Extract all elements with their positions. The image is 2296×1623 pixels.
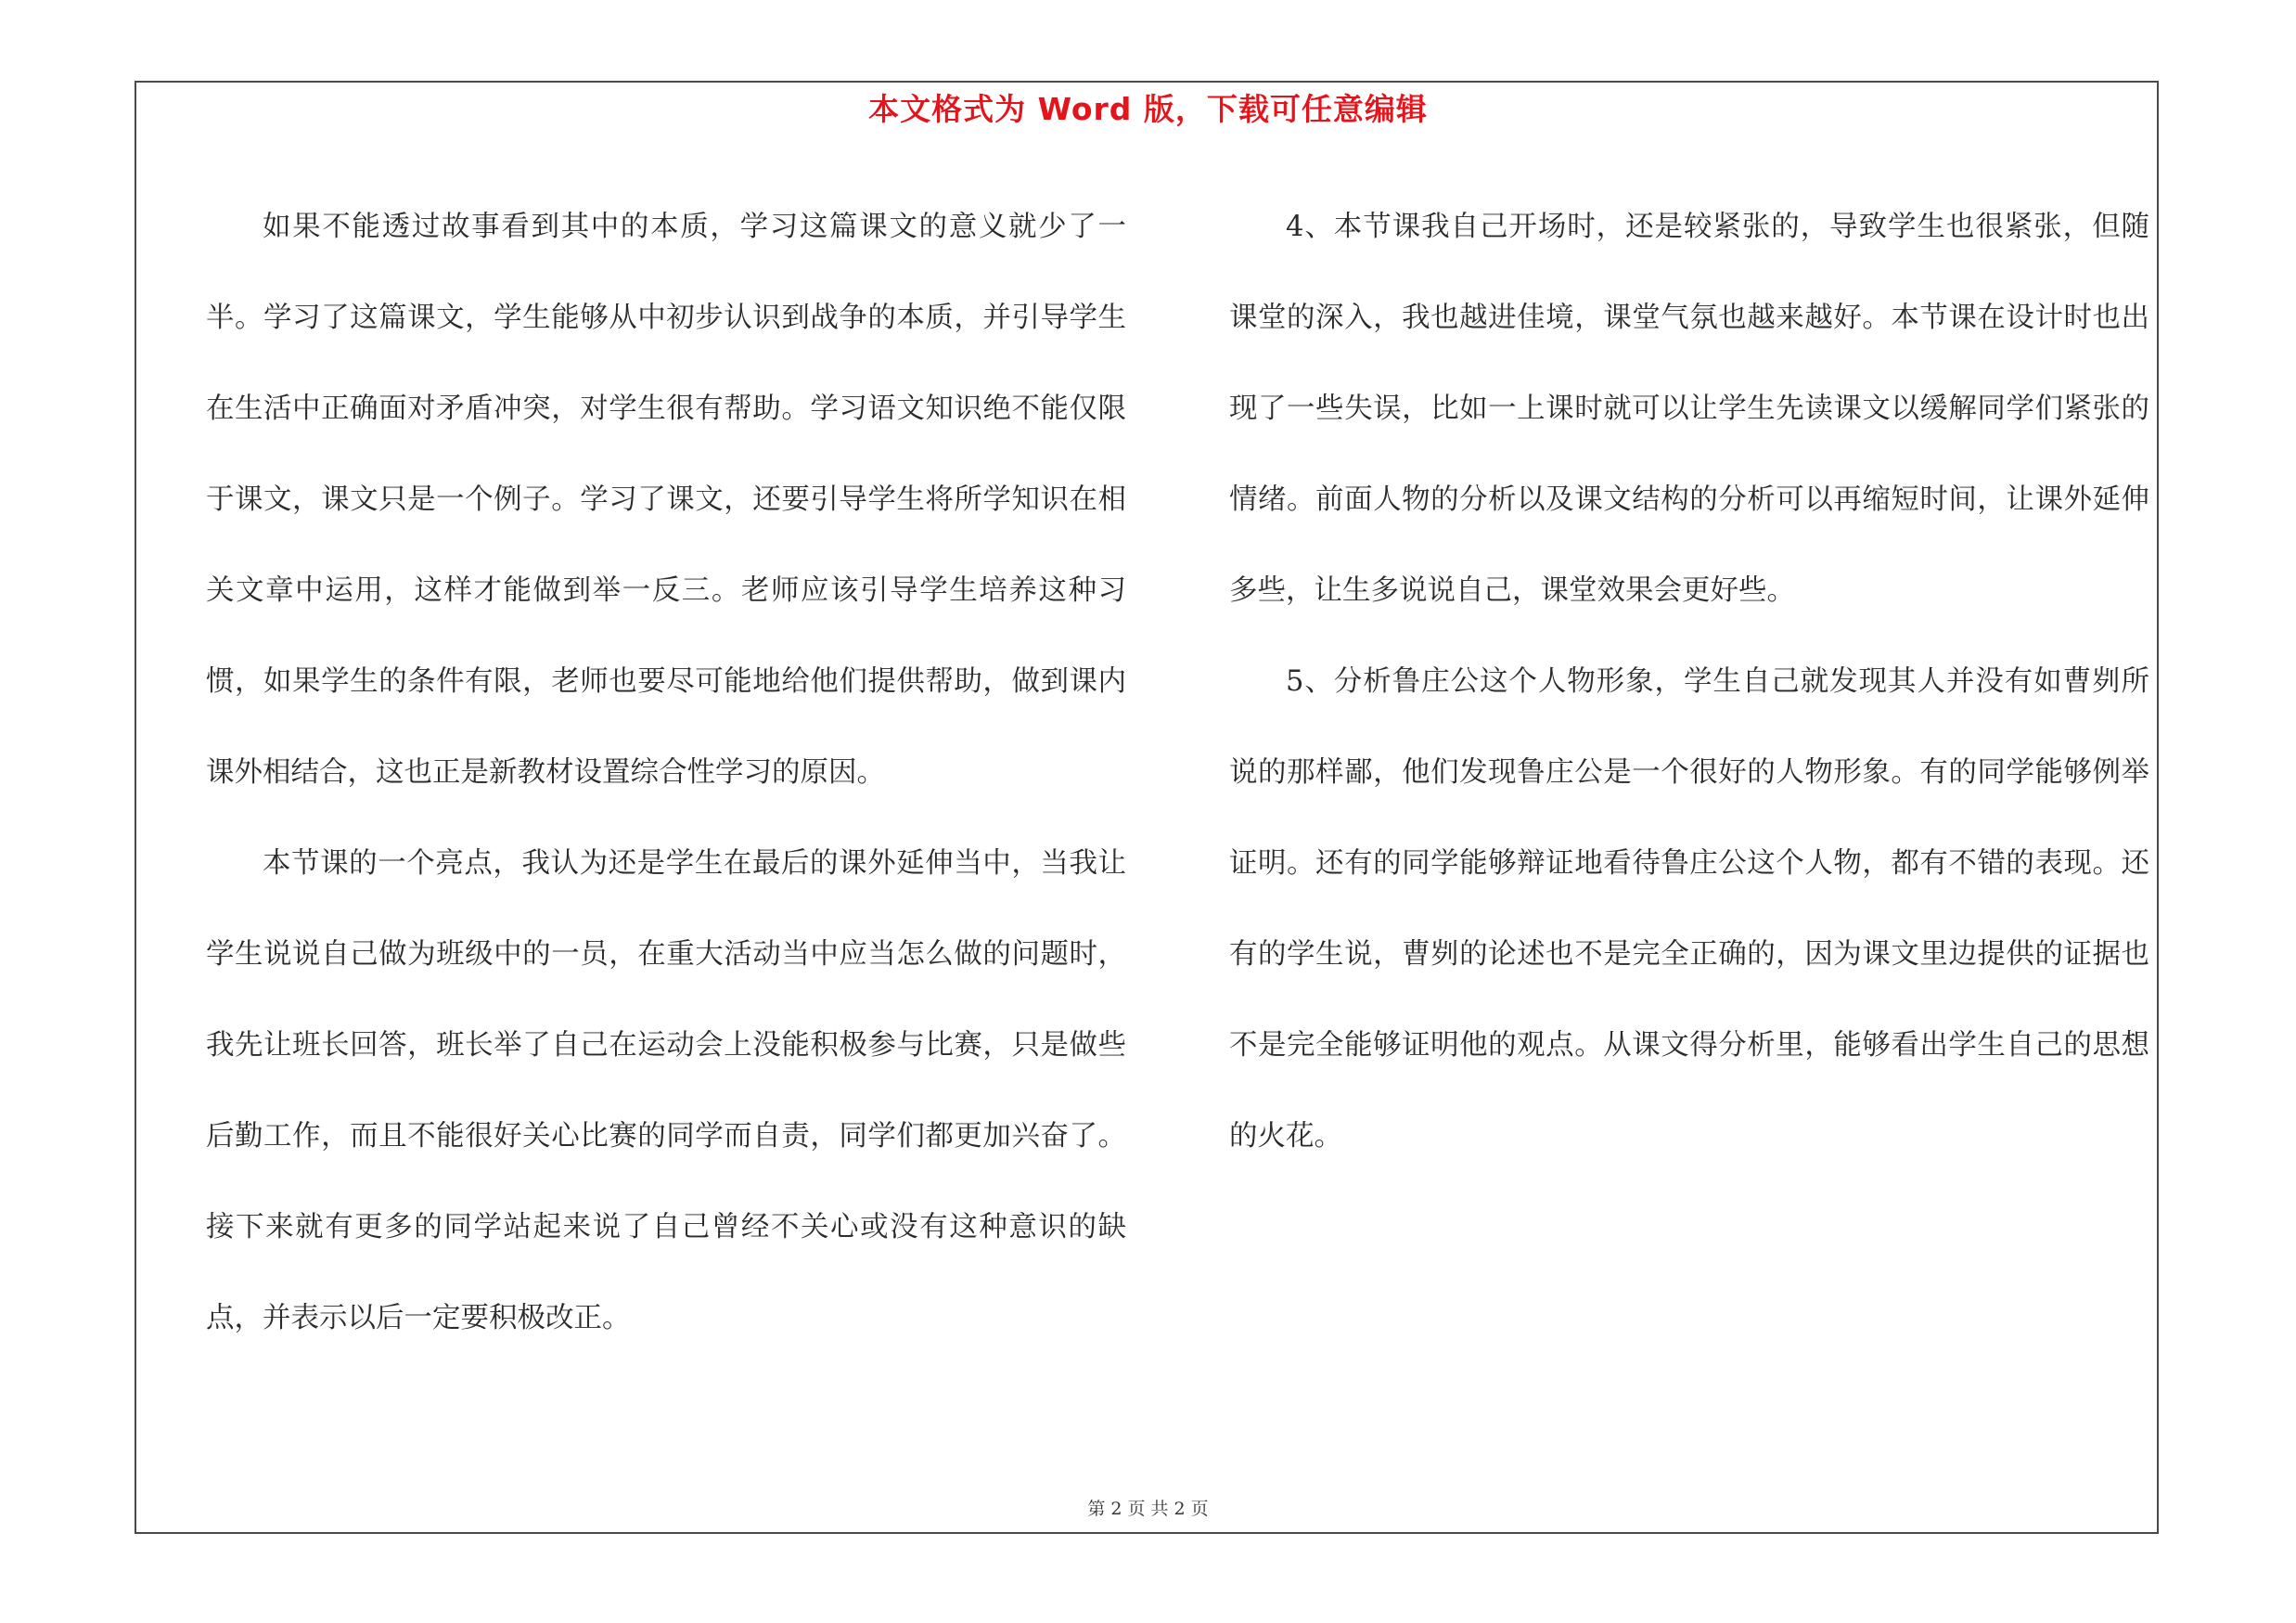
- right-column: [1229, 182, 2149, 1182]
- paragraph: 5、分析鲁庄公这个人物形象，学生自己就发现其人并没有如曹刿所说的那样鄙，他们发现鲁庄公是一个很好的人物形象。有的同学能够例举证明。还有的同学能够辩证地看待鲁庄公这个人物，都有不错的表现。还有的学生说，曹刿的论述也不是完全正确的，因为课文里边提供的证据也不是完全能够证明他的观点。从课文得分析里，能够看出学生自己的思想的火花。: [1229, 665, 2149, 1153]
- left-column: [206, 182, 1126, 1364]
- format-banner: 本文格式为 Word 版，下载可任意编辑: [868, 91, 1428, 127]
- paragraph: 4、本节课我自己开场时，还是较紧张的，导致学生也很紧张，但随课堂的深入，我也越进佳境，课堂气氛也越来越好。本节课在设计时也出现了一些失误，比如一上课时就可以让学生先读课文以缓解同学们紧张的情绪。前面人物的分析以及课文结构的分析可以再缩短时间，让课外延伸多些，让生多说说自己，课堂效果会更好些。: [1229, 211, 2149, 607]
- page-number: 第 2 页 共 2 页: [1087, 1499, 1209, 1519]
- paragraph: 本节课的一个亮点，我认为还是学生在最后的课外延伸当中，当我让学生说说自己做为班级中的一员，在重大活动当中应当怎么做的问题时，我先让班长回答，班长举了自己在运动会上没能积极参与比赛，只是做些后勤工作，而且不能很好关心比赛的同学而自责，同学们都更加兴奋了。接下来就有更多的同学站起来说了自己曾经不关心或没有这种意识的缺点，并表示以后一定要积极改正。: [206, 847, 1126, 1334]
- paragraph: 如果不能透过故事看到其中的本质，学习这篇课文的意义就少了一半。学习了这篇课文，学生能够从中初步认识到战争的本质，并引导学生在生活中正确面对矛盾冲突，对学生很有帮助。学习语文知识绝不能仅限于课文，课文只是一个例子。学习了课文，还要引导学生将所学知识在相关文章中运用，这样才能做到举一反三。老师应该引导学生培养这种习惯，如果学生的条件有限，老师也要尽可能地给他们提供帮助，做到课内课外相结合，这也正是新教材设置综合性学习的原因。: [206, 211, 1126, 789]
